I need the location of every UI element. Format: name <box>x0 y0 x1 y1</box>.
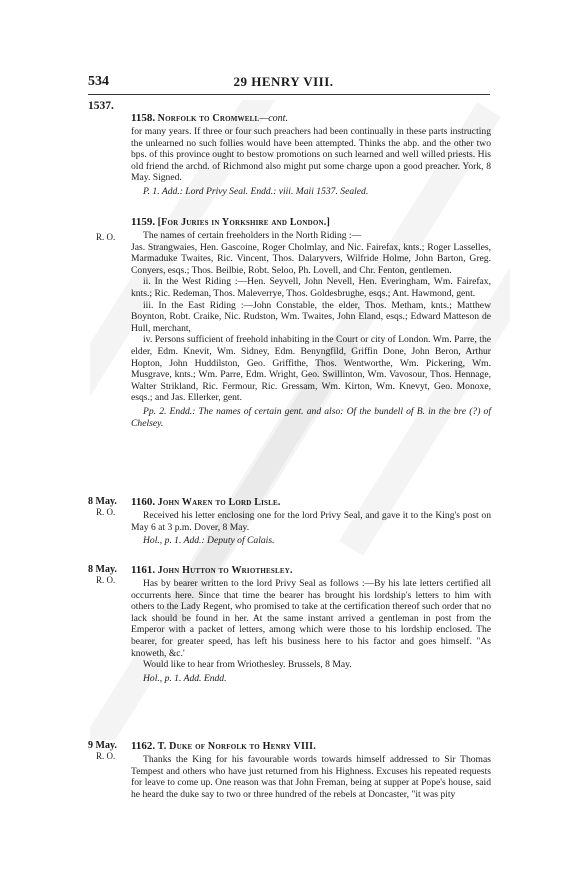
entry-number: 1159. <box>131 216 156 228</box>
entry-heading <box>131 112 491 125</box>
page-number: 534 <box>88 74 109 89</box>
entry-note: Hol., p. 1. Add.: Deputy of Calais. <box>143 535 275 547</box>
entry-paragraph: Would like to hear from Wriothesley. Brussels, 8 May. <box>143 659 352 671</box>
margin-1159 <box>88 232 128 243</box>
entry-title: John Waren to Lord Lisle. <box>157 497 281 508</box>
entry-paragraph: for many years. If three or four such preachers had been continually in these parts instructing the unlearned no such follies would have been attempted. Thinks the abp. and the other two bps. of this province ought to bestow promotions on such learned and well willed priests. His old friend the archd. of Richmond also might put some charge upon a good preacher. York, 8 May. Signed. <box>131 126 491 184</box>
entry-heading <box>131 496 491 509</box>
margin-ref: R. O. <box>96 232 116 242</box>
year-label: 1537. <box>88 100 114 112</box>
entry-paragraph: Thanks the King for his favourable words towards himself addressed to Sir Thomas Tempest and others who have just returned from his Highness. Excuses his repeated requests for leave to come up. One reason was that John Freman, being at supper at Pope's house, said he heard the duke say to two or three hundred of the rebels at Doncaster, "it was pity <box>131 754 491 800</box>
entry-paragraph: Received his letter enclosing one for the lord Privy Seal, and gave it to the King's post on May 6 at 3 p.m. Dover, 8 May. <box>131 510 491 533</box>
margin-date: 8 May. <box>88 496 117 507</box>
entry-paragraph: Jas. Strangwaies, Hen. Gascoine, Roger Cholmlay, and Nic. Fairefax, knts.; Roger Lasselles, Marmaduke Twaites, Ric. Vincent, Thos. Dalaryvers, Wilfride Holme, John Barton, Greg. Conyers, esqs.; Thos. Beilbie, Robt. Seloo, Ph. Lovell, and Chr. Fenton, gentlemen. <box>131 241 491 276</box>
margin-date: 8 May. <box>88 564 117 575</box>
entry-heading <box>131 564 491 577</box>
margin-1161 <box>88 564 128 586</box>
entry-paragraph: ii. In the West Riding :—Hen. Seyvell, John Nevell, Hen. Everingham, Wm. Fairefax, knts.; Ric. Redeman, Thos. Maleverrye, Thos. Goldesbrughe, esqs.; Ant. Hawmond, gent. <box>131 276 491 299</box>
running-head: 29 HENRY VIII. <box>233 74 334 89</box>
margin-1162 <box>88 740 128 762</box>
entry-cont: —cont. <box>259 113 288 124</box>
entry-paragraph: The names of certain freeholders in the North Riding :— <box>143 230 362 241</box>
margin-1160 <box>88 496 128 518</box>
entry-note: Hol., p. 1. Add. Endd. <box>143 672 227 684</box>
entry-number: 1158. <box>131 112 156 124</box>
header-rule <box>88 94 490 95</box>
entry-paragraph: iii. In the East Riding :—John Constable, the elder, Thos. Metham, knts.; Matthew Boynton, Robt. Craike, Nic. Rudston, Wm. Twaites, John Eland, esqs.; Edward Matteson de Hull, merchant, <box>131 299 491 334</box>
entry-1158 <box>131 112 491 198</box>
entry-heading <box>131 216 491 229</box>
entry-title: T. Duke of Norfolk to Henry VIII. <box>157 741 316 752</box>
entry-1162 <box>131 740 491 800</box>
entry-1161 <box>131 564 491 684</box>
margin-ref: R. O. <box>96 751 116 761</box>
entry-paragraph: Has by bearer written to the lord Privy Seal as follows :—By his late letters certified all occurrents here. Since that time the bearer has brought his lordship's letters to him with others to the Lady Regent, who promised to take at the certification thereof such order that no lack should be found in her. At the same instant arrived a gentleman in post from the Emperor with a packet of letters, among which were those to his lordship enclosed. The bearer, for greater speed, has left his business here to his factor and goes himself. "As knoweth, &c.' <box>131 578 491 659</box>
margin-ref: R. O. <box>96 575 116 585</box>
entry-number: 1160. <box>131 496 156 508</box>
entry-note: P. 1. Add.: Lord Privy Seal. Endd.: viii. Maii 1537. Sealed. <box>143 185 369 197</box>
entry-number: 1162. <box>131 740 156 752</box>
entry-title: Norfolk to Cromwell <box>157 113 260 124</box>
entry-title: [For Juries in Yorkshire and London.] <box>157 217 330 228</box>
margin-date: 9 May. <box>88 740 117 751</box>
entry-1159 <box>131 216 491 429</box>
entry-1160 <box>131 496 491 547</box>
entry-heading <box>131 740 491 753</box>
entry-paragraph: iv. Persons sufficient of freehold inhabiting in the Court or city of London. Wm. Parre, the elder, Edm. Knevit, Wm. Sidney, Edm. Benyngfild, Griffin Done, John Beron, Arthur Hopton, John Huddilston, Geo. Griffithe, Thos. Wentworthe, Wm. Pickering, Wm. Musgrave, knts.; Wm. Parre, Edm. Wright, Geo. Swillinton, Wm. Vavosour, Thos. Hennage, Walter Strikland, Ric. Fermour, Ric. Gressam, Wm. Kirton, Wm. Knevyt, Geo. Monoxe, esqs.; and Jas. Ellerker, gent. <box>131 334 491 404</box>
entry-note: Pp. 2. Endd.: The names of certain gent. and also: Of the bundell of B. in the bre (?) of Chelsey. <box>131 405 491 429</box>
margin-ref: R. O. <box>96 507 116 517</box>
entry-title: John Hutton to Wriothesley. <box>157 565 293 576</box>
entry-number: 1161. <box>131 564 156 576</box>
